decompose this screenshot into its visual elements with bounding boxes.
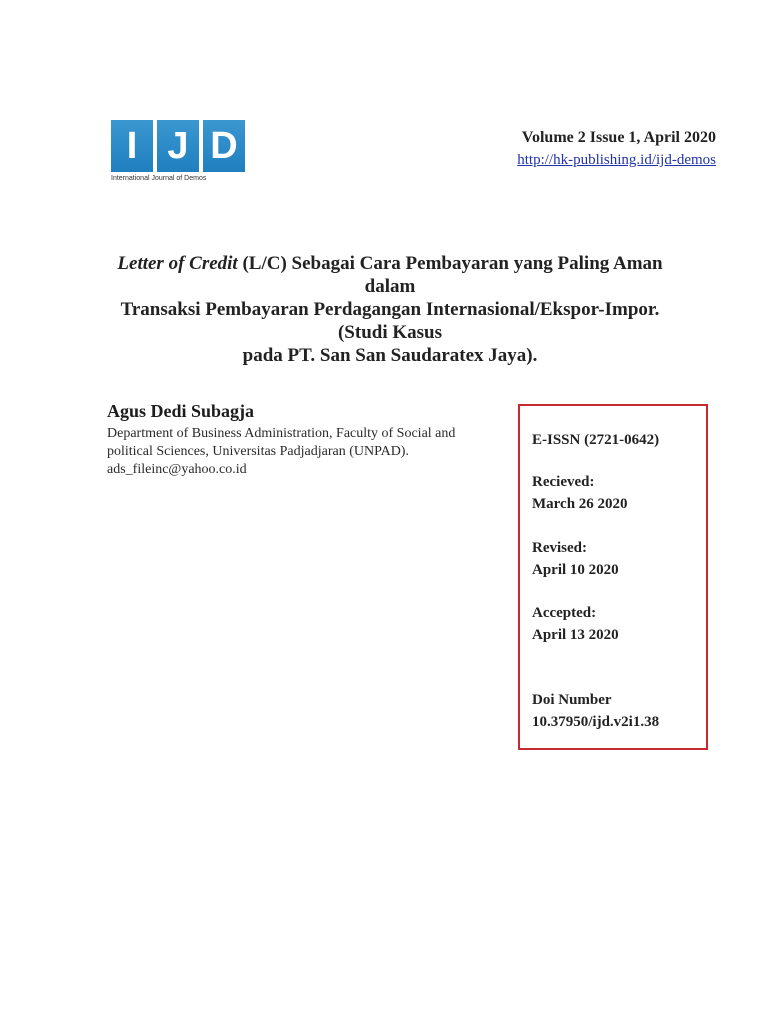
title-line-1-rest: (L/C) Sebagai Cara Pembayaran yang Paling Aman dalam — [237, 253, 663, 297]
logo-tagline: International Journal of Demos — [111, 175, 207, 182]
revised-label: Revised: — [532, 540, 587, 556]
article-info-box — [518, 404, 708, 750]
title-italic-part: Letter of Credit — [117, 253, 238, 274]
logo-letter-i: I — [111, 120, 153, 172]
volume-issue: Volume 2 Issue 1, April 2020 — [521, 129, 716, 146]
title-line-3: pada PT. San San Saudaratex Jaya). — [242, 345, 538, 366]
accepted-label: Accepted: — [532, 605, 597, 621]
author-block — [107, 399, 497, 479]
eissn: E-ISSN (2721-0642) — [532, 432, 660, 448]
received-date: March 26 2020 — [532, 496, 628, 512]
title-line-2: Transaksi Pembayaran Perdagangan Internasional/Ekspor-Impor. (Studi Kasus — [120, 299, 660, 343]
author-email: ads_fileinc@yahoo.co.id — [107, 462, 247, 477]
author-name: Agus Dedi Subagja — [107, 401, 255, 421]
logo-letter-j: J — [157, 120, 199, 172]
revised-date: April 10 2020 — [532, 562, 619, 578]
issue-info — [517, 127, 716, 171]
author-affiliation-line-2: political Sciences, Universitas Padjadjaran (UNPAD). — [107, 444, 409, 459]
accepted-date: April 13 2020 — [532, 627, 619, 643]
doi-label: Doi Number — [532, 692, 612, 708]
logo-letter-d: D — [203, 120, 245, 172]
received-label: Recieved: — [532, 474, 595, 490]
journal-logo — [111, 120, 247, 186]
author-affiliation-line-1: Department of Business Administration, Faculty of Social and — [107, 426, 456, 441]
title-line-1 — [100, 252, 680, 298]
journal-url-link[interactable]: http://hk-publishing.id/ijd-demos — [517, 152, 716, 168]
doi-value: 10.37950/ijd.v2i1.38 — [532, 714, 660, 730]
logo-letter-blocks — [111, 120, 245, 172]
article-title — [100, 252, 680, 367]
